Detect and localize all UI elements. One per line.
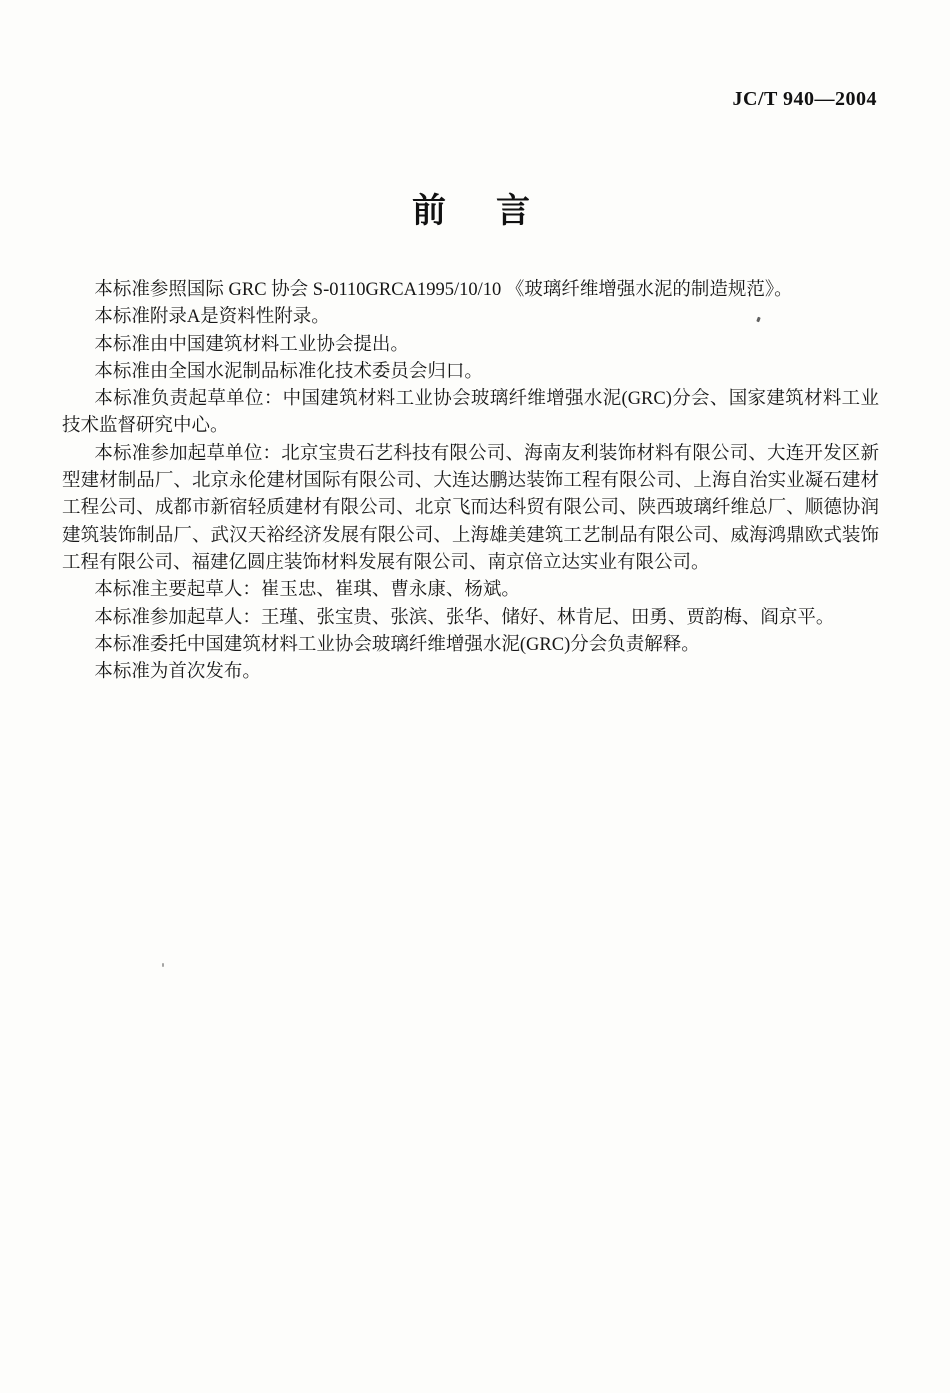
paragraph-chief-drafting-units: 本标准负责起草单位：中国建筑材料工业协会玻璃纤维增强水泥(GRC)分会、国家建筑材料工业技术监督研究中心。	[62, 389, 879, 437]
paragraph-annex: 本标准附录A是资料性附录。	[94, 307, 330, 328]
standard-code: JC/T 940—2004	[732, 88, 877, 110]
paragraph-proposed-by: 本标准由中国建筑材料工业协会提出。	[94, 334, 409, 355]
page-title: 前 言	[412, 192, 538, 230]
foreword-body	[62, 277, 879, 686]
paragraph-first-publication: 本标准为首次发布。	[94, 662, 261, 683]
paragraph-chief-drafters: 本标准主要起草人：崔玉忠、崔琪、曹永康、杨斌。	[94, 580, 520, 601]
paragraph-participating-units: 本标准参加起草单位：北京宝贵石艺科技有限公司、海南友利装饰材料有限公司、大连开发区新型建材制品厂、北京永伦建材国际有限公司、大连达鹏达装饰工程有限公司、上海自治实业凝石建材工程公司、成都市新宿轻质建材有限公司、北京飞而达科贸有限公司、陕西玻璃纤维总厂、顺德协润建筑装饰制品厂、武汉天裕经济发展有限公司、上海雄美建筑工艺制品有限公司、威海鸿鼎欧式装饰工程有限公司、福建亿圆庄装饰材料发展有限公司、南京倍立达实业有限公司。	[62, 443, 879, 573]
paragraph-participating-drafters: 本标准参加起草人：王瑾、张宝贵、张滨、张华、储好、林肯尼、田勇、贾韵梅、阎京平。	[94, 607, 835, 628]
paragraph-under-jurisdiction: 本标准由全国水泥制品标准化技术委员会归口。	[94, 361, 483, 382]
paragraph-reference: 本标准参照国际 GRC 协会 S-0110GRCA1995/10/10 《玻璃纤维增强水泥的制造规范》。	[94, 280, 793, 300]
paragraph-interpretation: 本标准委托中国建筑材料工业协会玻璃纤维增强水泥(GRC)分会负责解释。	[94, 634, 700, 655]
scan-artifact	[162, 963, 164, 967]
